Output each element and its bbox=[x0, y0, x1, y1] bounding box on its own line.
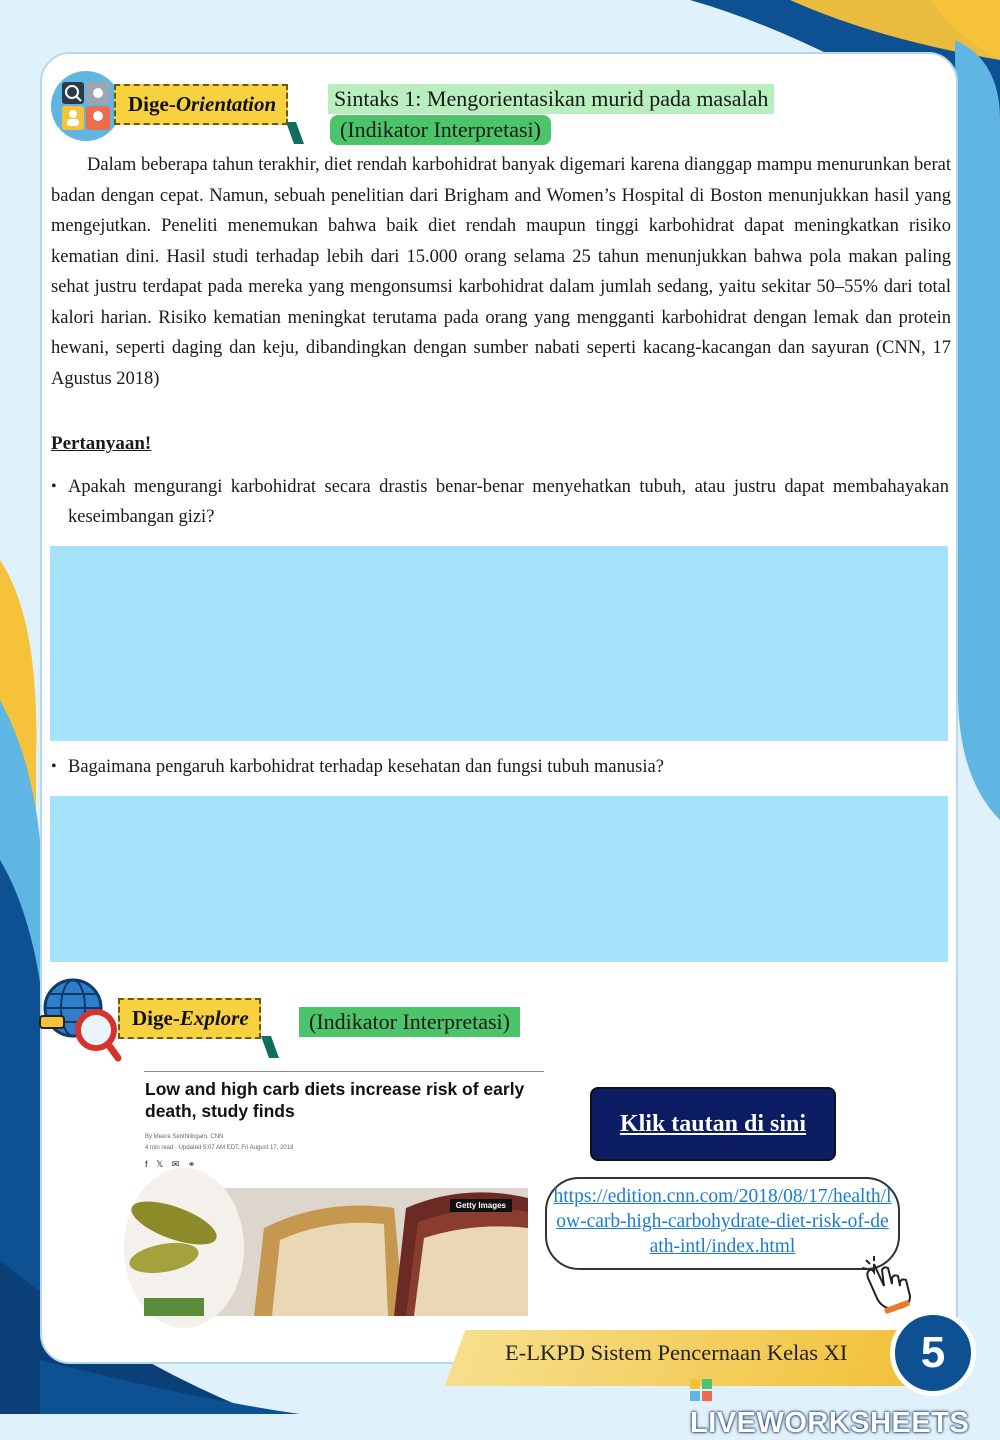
cnn-article-preview bbox=[130, 1062, 545, 1318]
open-link-button[interactable]: Klik tautan di sini bbox=[590, 1087, 836, 1161]
globe-magnifier-icon bbox=[38, 976, 122, 1062]
indikator-tag: (Indikator Interpretasi) bbox=[330, 115, 551, 145]
badge-emphasis: Orientation bbox=[175, 92, 277, 116]
url-bubble bbox=[545, 1177, 900, 1270]
share-icons: f 𝕏 ✉ ⚭ bbox=[145, 1159, 199, 1169]
badge-prefix: Dige- bbox=[132, 1006, 180, 1030]
image-credit: Getty Images bbox=[450, 1199, 512, 1212]
article-headline: Low and high carb diets increase risk of early death, study finds bbox=[145, 1079, 525, 1121]
liveworksheets-watermark bbox=[690, 1374, 990, 1439]
divider bbox=[144, 1071, 544, 1072]
footer-title: E-LKPD Sistem Pencernaan Kelas XI bbox=[505, 1340, 848, 1365]
explore-indikator-tag: (Indikator Interpretasi) bbox=[299, 1007, 520, 1037]
article-meta: 4 min read · Updated 5:07 AM EDT, Fri August 17, 2018 bbox=[145, 1145, 294, 1151]
page-number: 5 bbox=[890, 1310, 976, 1396]
watermark-text: LIVEWORKSHEETS bbox=[690, 1407, 970, 1439]
liveworksheets-logo-icon bbox=[690, 1379, 712, 1401]
answer-box-2[interactable] bbox=[50, 796, 948, 962]
article-photo bbox=[144, 1188, 528, 1316]
dige-orientation-badge bbox=[114, 84, 288, 125]
question-item: • Apakah mengurangi karbohidrat secara drastis benar-benar menyehatkan tubuh, atau justru dapat membahayakan keseimbangan gizi? bbox=[51, 472, 949, 532]
sintaks-label: Sintaks 1: Mengorientasikan murid pada masalah bbox=[328, 84, 774, 114]
article-url-link[interactable]: https://edition.cnn.com/2018/08/17/health/low-carb-high-carbohydrate-diet-risk-of-death-intl/index.html bbox=[553, 1186, 892, 1257]
questions-heading: Pertanyaan! bbox=[51, 433, 152, 454]
answer-box-1[interactable] bbox=[50, 546, 948, 741]
article-byline: By Meera Senthilingam, CNN bbox=[145, 1134, 224, 1140]
badge-prefix: Dige- bbox=[128, 92, 176, 116]
puzzle-orientation-icon bbox=[50, 70, 122, 142]
dige-explore-badge bbox=[118, 998, 261, 1039]
problem-paragraph: Dalam beberapa tahun terakhir, diet rendah karbohidrat banyak digemari karena dianggap mampu menurunkan berat badan dengan cepat. Namun, sebuah penelitian dari Brigham and Women’s Hospital di Boston menunjukkan hasil yang mengejutkan. Peneliti menemukan bahwa baik diet rendah maupun tinggi karbohidrat dapat meningkatkan risiko kematian dini. Hasil studi terhadap lebih dari 15.000 orang selama 25 tahun menunjukkan bahwa pola makan paling sehat justru terdapat pada mereka yang mengonsumsi karbohidrat dalam jumlah sedang, yaitu sekitar 50–55% dari total kalori harian. Risiko kematian meningkat terutama pada orang yang mengganti karbohidrat dengan lemak dan protein hewani, seperti daging dan keju, dibandingkan dengan sumber nabati seperti kacang-kacangan dan sayuran (CNN, 17 Agustus 2018) bbox=[51, 155, 951, 389]
pointing-hand-icon bbox=[860, 1256, 918, 1312]
question-item: • Bagaimana pengaruh karbohidrat terhadap kesehatan dan fungsi tubuh manusia? bbox=[51, 752, 949, 782]
badge-emphasis: Explore bbox=[179, 1006, 249, 1030]
